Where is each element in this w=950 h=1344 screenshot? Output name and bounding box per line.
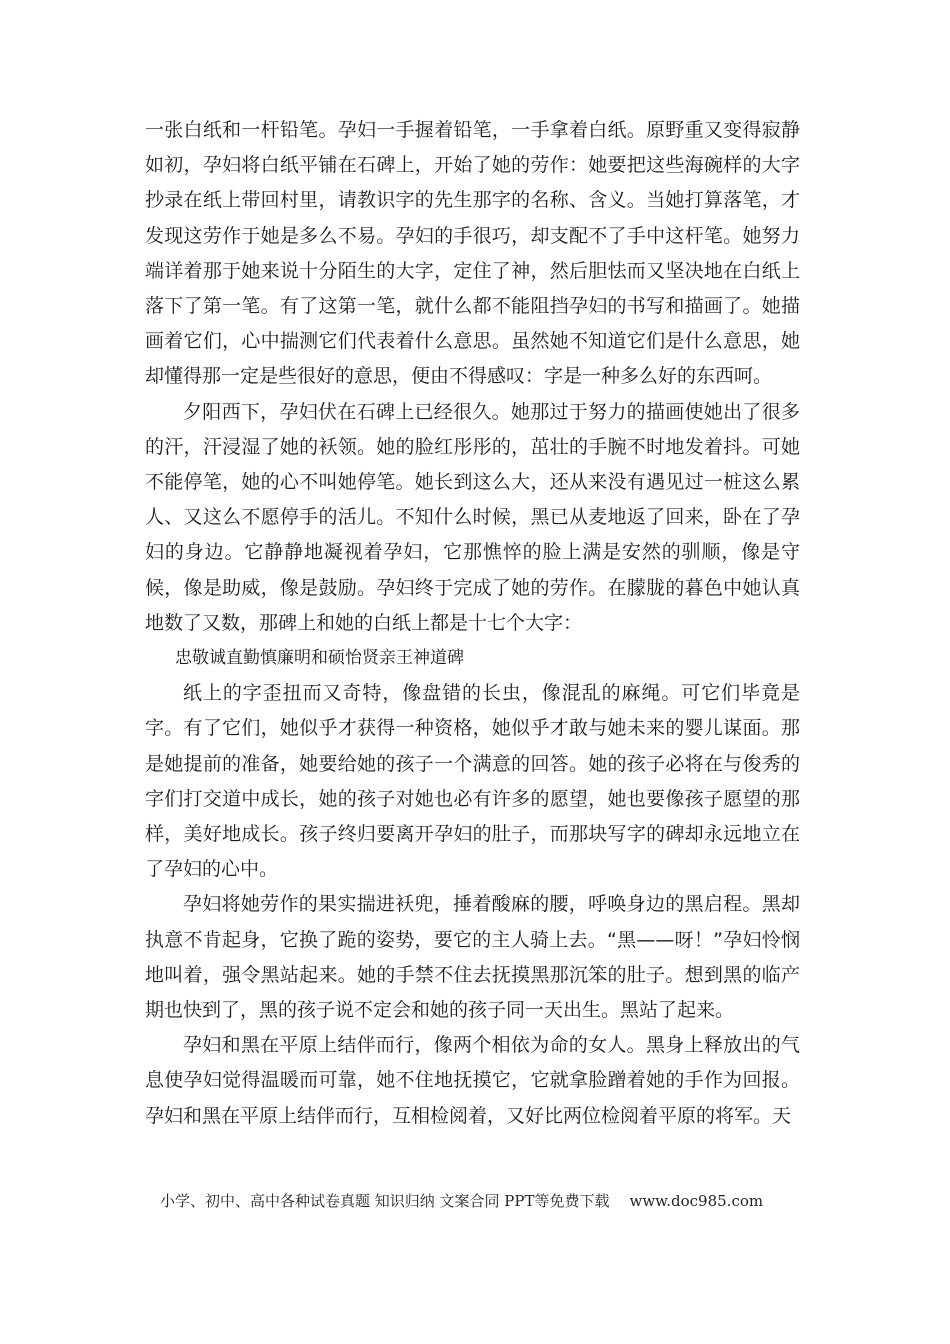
page-footer	[160, 1190, 800, 1212]
document-body	[145, 113, 800, 1134]
paragraph-1: 一张白纸和一杆铅笔。孕妇一手握着铅笔，一手拿着白纸。原野重又变得寂静如初，孕妇将白纸平铺在石碑上，开始了她的劳作：她要把这些海碗样的大字抄录在纸上带回村里，请教识字的先生那字的名称、含义。当她打算落笔，才发现这劳作于她是多么不易。孕妇的手很巧，却支配不了手中这杆笔。她努力端详着那于她来说十分陌生的大字，定住了神，然后胆怯而又坚决地在白纸上落下了第一笔。有了这第一笔，就什么都不能阻挡孕妇的书写和描画了。她描画着它们，心中揣测它们代表着什么意思。虽然她不知道它们是什么意思，她却懂得那一定是些很好的意思，便由不得感叹：字是一种多么好的东西呵。	[145, 119, 800, 388]
paragraph-5: 孕妇和黑在平原上结伴而行，像两个相依为命的女人。黑身上释放出的气息使孕妇觉得温暖而可靠，她不住地抚摸它，它就拿脸蹭着她的手作为回报。孕妇和黑在平原上结伴而行，互相检阅着，又好比两位检阅着平原的将军。天	[145, 1034, 800, 1127]
footer-url: www.doc985.com	[629, 1192, 764, 1210]
footer-text: 小学、初中、高中各种试卷真题 知识归纳 文案合同 PPT等免费下载	[160, 1192, 610, 1210]
paragraph-3: 纸上的字歪扭而又奇特，像盘错的长虫，像混乱的麻绳。可它们毕竟是字。有了它们，她似乎才获得一种资格，她似乎才敢与她未来的婴儿谋面。那是她提前的准备，她要给她的孩子一个满意的回答。她的孩子必将在与俊秀的字们打交道中成长，她的孩子对她也必有许多的愿望，她也要像孩子愿望的那样，美好地成长。孩子终归要离开孕妇的肚子，而那块写字的碑却永远地立在了孕妇的心中。	[145, 682, 800, 881]
paragraph-4: 孕妇将她劳作的果实揣进袄兜，捶着酸麻的腰，呼唤身边的黑启程。黑却执意不肯起身，它换了跪的姿势，要它的主人骑上去。“黑——呀！”孕妇怜悯地叫着，强令黑站起来。她的手禁不住去抚摸黑那沉笨的肚子。想到黑的临产期也快到了，黑的孩子说不定会和她的孩子同一天出生。黑站了起来。	[145, 893, 800, 1022]
inscription-line: 忠敬诚直勤慎廉明和硕怡贤亲王神道碑	[175, 648, 464, 669]
paragraph-2: 夕阳西下，孕妇伏在石碑上已经很久。她那过于努力的描画使她出了很多的汗，汗浸湿了她的袄领。她的脸红彤彤的，茁壮的手腕不时地发着抖。可她不能停笔，她的心不叫她停笔。她长到这么大，还从来没有遇见过一桩这么累人、又这么不愿停手的活儿。不知什么时候，黑已从麦地返了回来，卧在了孕妇的身边。它静静地凝视着孕妇，它那憔悴的脸上满是安然的驯顺，像是守候，像是助威，像是鼓励。孕妇终于完成了她的劳作。在朦胧的暮色中她认真地数了又数，那碑上和她的白纸上都是十七个大字：	[145, 400, 800, 634]
